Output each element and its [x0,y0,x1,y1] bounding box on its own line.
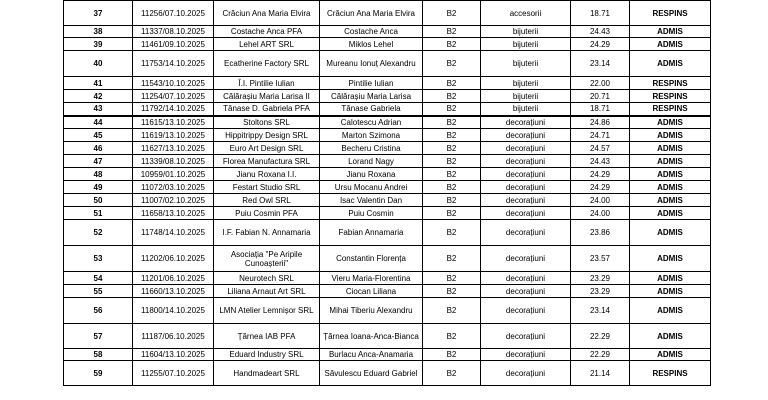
applicant-name: Handmadeart SRL [214,361,320,386]
decision-status: ADMIS [630,207,711,220]
table-row [64,361,711,386]
applicant-name: Călărașiu Maria Larisa II [214,90,320,103]
score: 24.86 [571,116,630,129]
row-number: 38 [64,26,133,38]
representative-name: Costache Anca [320,26,423,38]
applicant-name: Hippitrippy Design SRL [214,129,320,142]
decision-status: ADMIS [630,285,711,298]
registration-number: 11461/09.10.2025 [133,38,214,51]
class-code: B2 [423,116,481,129]
category: decorațiuni [481,129,571,142]
representative-name: Călărașiu Maria Larisa [320,90,423,103]
decision-status: ADMIS [630,51,711,77]
row-number: 46 [64,142,133,155]
decision-status: RESPINS [630,1,711,26]
applicant-name: Costache Anca PFA [214,26,320,38]
decision-status: ADMIS [630,272,711,285]
category: bijuterii [481,26,571,38]
category: bijuterii [481,77,571,90]
table-row [64,103,711,116]
decision-status: RESPINS [630,90,711,103]
applicant-name: Eduard Industry SRL [214,349,320,361]
representative-name: Miklos Lehel [320,38,423,51]
row-number: 43 [64,103,133,116]
representative-name: Constantin Florența [320,246,423,272]
registration-number: 11254/07.10.2025 [133,90,214,103]
registration-number: 11337/08.10.2025 [133,26,214,38]
score: 18.71 [571,1,630,26]
representative-name: Isac Valentin Dan [320,194,423,207]
score: 23.29 [571,272,630,285]
table-row [64,168,711,181]
class-code: B2 [423,38,481,51]
class-code: B2 [423,361,481,386]
results-table [63,0,711,386]
registration-number: 11604/13.10.2025 [133,349,214,361]
category: decorațiuni [481,220,571,246]
score: 21.14 [571,361,630,386]
table-row [64,90,711,103]
representative-name: Ciocan Liliana [320,285,423,298]
row-number: 45 [64,129,133,142]
table-row [64,77,711,90]
table-row [64,142,711,155]
applicant-name: Red Owl SRL [214,194,320,207]
representative-name: Țărnea Ioana-Anca-Bianca [320,324,423,349]
representative-name: Puiu Cosmin [320,207,423,220]
class-code: B2 [423,194,481,207]
decision-status: ADMIS [630,155,711,168]
category: decorațiuni [481,155,571,168]
registration-number: 11543/10.10.2025 [133,77,214,90]
row-number: 56 [64,298,133,324]
applicant-name: Liliana Arnaut Art SRL [214,285,320,298]
decision-status: ADMIS [630,220,711,246]
row-number: 52 [64,220,133,246]
registration-number: 11748/14.10.2025 [133,220,214,246]
table-row [64,220,711,246]
applicant-name: Florea Manufactura SRL [214,155,320,168]
applicant-name: I.F. Fabian N. Annamaria [214,220,320,246]
score: 24.57 [571,142,630,155]
registration-number: 11007/02.10.2025 [133,194,214,207]
decision-status: ADMIS [630,26,711,38]
row-number: 41 [64,77,133,90]
category: decorațiuni [481,285,571,298]
score: 24.00 [571,207,630,220]
table-row [64,349,711,361]
applicant-name: Euro Art Design SRL [214,142,320,155]
row-number: 53 [64,246,133,272]
row-number: 40 [64,51,133,77]
representative-name: Jianu Roxana [320,168,423,181]
score: 23.29 [571,285,630,298]
score: 23.57 [571,246,630,272]
category: decorațiuni [481,142,571,155]
decision-status: ADMIS [630,194,711,207]
row-number: 54 [64,272,133,285]
score: 24.29 [571,181,630,194]
row-number: 50 [64,194,133,207]
class-code: B2 [423,155,481,168]
class-code: B2 [423,220,481,246]
category: bijuterii [481,51,571,77]
registration-number: 11187/06.10.2025 [133,324,214,349]
registration-number: 11339/08.10.2025 [133,155,214,168]
registration-number: 11753/14.10.2025 [133,51,214,77]
table-row [64,38,711,51]
registration-number: 11792/14.10.2025 [133,103,214,116]
registration-number: 11660/13.10.2025 [133,285,214,298]
registration-number: 11627/13.10.2025 [133,142,214,155]
score: 24.29 [571,38,630,51]
class-code: B2 [423,129,481,142]
table-row [64,155,711,168]
representative-name: Săvulescu Eduard Gabriel [320,361,423,386]
table-row [64,116,711,129]
applicant-name: Țărnea IAB PFA [214,324,320,349]
table-row [64,298,711,324]
score: 20.71 [571,90,630,103]
row-number: 42 [64,90,133,103]
representative-name: Marton Szimona [320,129,423,142]
class-code: B2 [423,272,481,285]
score: 18.71 [571,103,630,116]
decision-status: RESPINS [630,103,711,116]
class-code: B2 [423,246,481,272]
registration-number: 11256/07.10.2025 [133,1,214,26]
class-code: B2 [423,349,481,361]
registration-number: 11202/06.10.2025 [133,246,214,272]
score: 24.00 [571,194,630,207]
decision-status: ADMIS [630,116,711,129]
decision-status: ADMIS [630,168,711,181]
score: 23.14 [571,298,630,324]
decision-status: ADMIS [630,246,711,272]
category: decorațiuni [481,272,571,285]
registration-number: 11201/06.10.2025 [133,272,214,285]
decision-status: ADMIS [630,38,711,51]
row-number: 55 [64,285,133,298]
category: decorațiuni [481,246,571,272]
table-row [64,129,711,142]
row-number: 59 [64,361,133,386]
row-number: 58 [64,349,133,361]
class-code: B2 [423,77,481,90]
representative-name: Mureanu Ionuț Alexandru [320,51,423,77]
table-row [64,324,711,349]
decision-status: RESPINS [630,77,711,90]
applicant-name: Ecatherine Factory SRL [214,51,320,77]
decision-status: RESPINS [630,361,711,386]
class-code: B2 [423,181,481,194]
score: 23.86 [571,220,630,246]
decision-status: ADMIS [630,142,711,155]
class-code: B2 [423,142,481,155]
applicant-name: Puiu Cosmin PFA [214,207,320,220]
registration-number: 11072/03.10.2025 [133,181,214,194]
class-code: B2 [423,51,481,77]
applicant-name: LMN Atelier Lemnișor SRL [214,298,320,324]
applicant-name: Festart Studio SRL [214,181,320,194]
document-page [63,0,710,386]
category: bijuterii [481,90,571,103]
table-row [64,51,711,77]
class-code: B2 [423,285,481,298]
decision-status: ADMIS [630,129,711,142]
table-row [64,207,711,220]
applicant-name: Lehel ART SRL [214,38,320,51]
applicant-name: Crăciun Ana Maria Elvira [214,1,320,26]
representative-name: Pintilie Iulian [320,77,423,90]
category: decorațiuni [481,116,571,129]
score: 24.43 [571,155,630,168]
applicant-name: Tănase D. Gabriela PFA [214,103,320,116]
registration-number: 10959/01.10.2025 [133,168,214,181]
registration-number: 11255/07.10.2025 [133,361,214,386]
registration-number: 11615/13.10.2025 [133,116,214,129]
class-code: B2 [423,207,481,220]
applicant-name: Asociația "Pe Aripile Cunoașterii" [214,246,320,272]
score: 22.29 [571,349,630,361]
row-number: 48 [64,168,133,181]
category: decorațiuni [481,324,571,349]
representative-name: Vieru Maria-Florentina [320,272,423,285]
table-row [64,272,711,285]
table-row [64,181,711,194]
applicant-name: Neurotech SRL [214,272,320,285]
score: 22.29 [571,324,630,349]
representative-name: Becheru Cristina [320,142,423,155]
category: bijuterii [481,103,571,116]
class-code: B2 [423,26,481,38]
table-row [64,285,711,298]
row-number: 39 [64,38,133,51]
table-row [64,246,711,272]
score: 24.43 [571,26,630,38]
class-code: B2 [423,90,481,103]
category: decorațiuni [481,168,571,181]
representative-name: Calotescu Adrian [320,116,423,129]
category: decorațiuni [481,181,571,194]
score: 24.29 [571,168,630,181]
representative-name: Mihai Tiberiu Alexandru [320,298,423,324]
applicant-name: Î.I. Pintilie Iulian [214,77,320,90]
category: decorațiuni [481,298,571,324]
representative-name: Crăciun Ana Maria Elvira [320,1,423,26]
category: decorațiuni [481,194,571,207]
representative-name: Tănase Gabriela [320,103,423,116]
table-row [64,1,711,26]
row-number: 49 [64,181,133,194]
score: 23.14 [571,51,630,77]
row-number: 44 [64,116,133,129]
applicant-name: Stoltons SRL [214,116,320,129]
class-code: B2 [423,298,481,324]
representative-name: Ursu Mocanu Andrei [320,181,423,194]
decision-status: ADMIS [630,298,711,324]
decision-status: ADMIS [630,324,711,349]
row-number: 51 [64,207,133,220]
class-code: B2 [423,168,481,181]
table-row [64,194,711,207]
score: 24.71 [571,129,630,142]
representative-name: Lorand Nagy [320,155,423,168]
representative-name: Fabian Annamaria [320,220,423,246]
row-number: 47 [64,155,133,168]
representative-name: Burlacu Anca-Anamaria [320,349,423,361]
registration-number: 11800/14.10.2025 [133,298,214,324]
class-code: B2 [423,324,481,349]
class-code: B2 [423,103,481,116]
category: decorațiuni [481,361,571,386]
category: decorațiuni [481,349,571,361]
registration-number: 11658/13.10.2025 [133,207,214,220]
row-number: 37 [64,1,133,26]
row-number: 57 [64,324,133,349]
score: 22.00 [571,77,630,90]
registration-number: 11619/13.10.2025 [133,129,214,142]
applicant-name: Jianu Roxana I.I. [214,168,320,181]
decision-status: ADMIS [630,349,711,361]
category: decorațiuni [481,207,571,220]
class-code: B2 [423,1,481,26]
category: bijuterii [481,38,571,51]
category: accesorii [481,1,571,26]
decision-status: ADMIS [630,181,711,194]
table-row [64,26,711,38]
